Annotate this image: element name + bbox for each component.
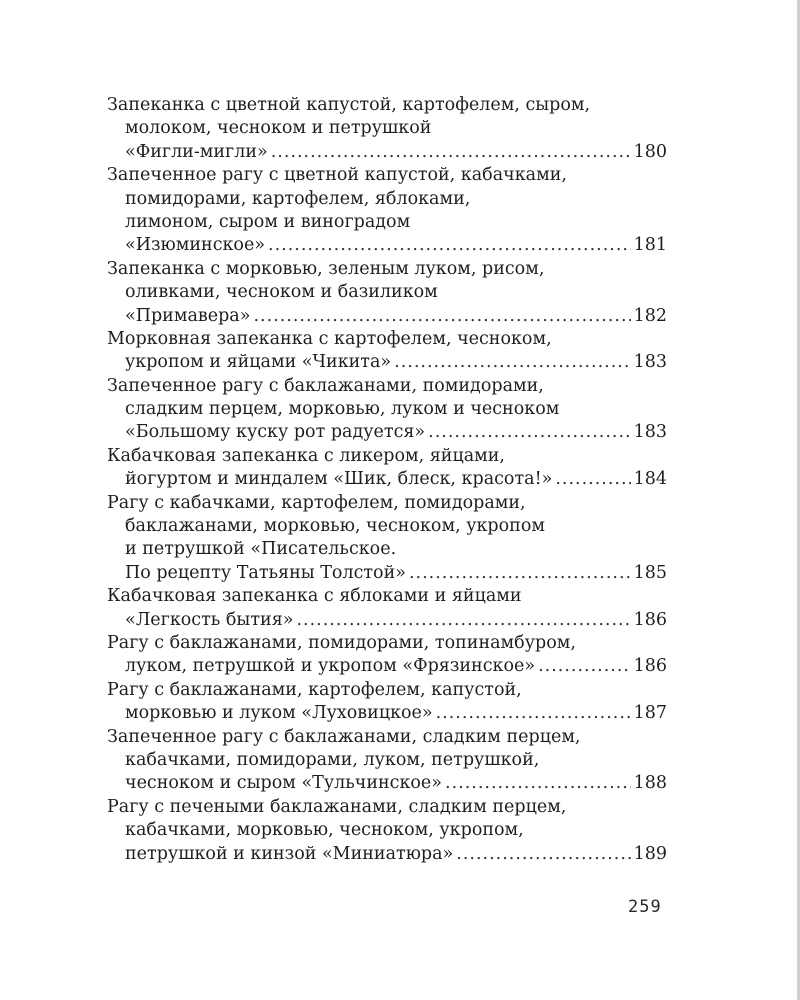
toc-entry-text: чесноком и сыром «Тульчинское» (125, 773, 442, 794)
toc-entry-line: молоком, чесноком и петрушкой (125, 118, 432, 139)
toc-entry-text: По рецепту Татьяны Толстой» (125, 562, 406, 583)
toc-entry-last-line (107, 305, 667, 328)
toc-entry-page: 187 (633, 703, 667, 724)
toc-entry-page: 186 (633, 656, 667, 677)
dot-leader (555, 468, 630, 491)
toc-entry-last-line (107, 609, 667, 632)
toc-entry-line: Рагу с баклажанами, картофелем, капустой, (107, 679, 522, 700)
toc-entry-line: сладким перцем, морковью, луком и чесноком (125, 399, 560, 420)
toc-entry[interactable] (107, 328, 667, 375)
toc-entry-last-line (107, 421, 667, 444)
toc-entry-line: и петрушкой «Писательское. (125, 539, 397, 560)
dot-leader (253, 305, 630, 328)
toc-entry-line: Кабачковая запеканка с ликером, яйцами, (107, 445, 505, 466)
dot-leader (394, 351, 630, 374)
dot-leader (271, 141, 631, 164)
toc-entry-page: 183 (633, 352, 667, 373)
toc-entry-line: кабачками, морковью, чесноком, укропом, (125, 820, 524, 841)
toc-entry-text: йогуртом и миндалем «Шик, блеск, красота!» (125, 469, 553, 490)
toc-entry-line: Запеченное рагу с цветной капустой, кабачками, (107, 165, 567, 186)
dot-leader (436, 702, 631, 725)
toc-entry-page: 180 (633, 141, 667, 162)
toc-entry-page: 186 (633, 609, 667, 630)
toc-entry-last-line (107, 234, 667, 257)
toc-entry-page: 185 (633, 562, 667, 583)
toc-entry-last-line (107, 562, 667, 585)
toc-entry[interactable] (107, 375, 667, 445)
toc-entry-text: морковью и луком «Луховицкое» (125, 703, 433, 724)
toc-entry-page: 188 (633, 773, 667, 794)
toc-entry[interactable] (107, 258, 667, 328)
toc-entry-line: Запеканка с цветной капустой, картофелем, сыром, (107, 95, 591, 115)
toc-entry-last-line (107, 772, 667, 795)
toc-entry-text: «Большому куску рот радуется» (125, 422, 426, 443)
toc-entry-line: Запеканка с морковью, зеленым луком, рисом, (107, 258, 545, 279)
dot-leader (445, 772, 631, 795)
dot-leader (428, 421, 630, 444)
toc-entry[interactable] (107, 632, 667, 679)
toc-entry[interactable] (107, 492, 667, 586)
dot-leader (456, 843, 630, 866)
toc-entry-line: Рагу с баклажанами, помидорами, топинамбуром, (107, 632, 576, 653)
toc-entry-text: «Изюминское» (125, 235, 266, 256)
toc-entry-text: укропом и яйцами «Чикита» (125, 352, 392, 373)
toc-entry-line: помидорами, картофелем, яблоками, (125, 188, 471, 209)
dot-leader (538, 655, 631, 678)
toc-entry-last-line (107, 843, 667, 866)
toc-entry-line: Запеченное рагу с баклажанами, сладким перцем, (107, 726, 581, 747)
toc-entry-line: кабачками, помидорами, луком, петрушкой, (125, 749, 540, 770)
toc-entry-page: 183 (633, 422, 667, 443)
toc-entry[interactable] (107, 679, 667, 726)
toc-entry[interactable] (107, 585, 667, 632)
toc-entry-page: 189 (633, 843, 667, 864)
toc-entry-page: 184 (633, 469, 667, 490)
toc-entry-text: «Фигли-мигли» (125, 141, 268, 162)
toc-entry-line: оливками, чесноком и базиликом (125, 282, 438, 303)
toc-entry-last-line (107, 655, 667, 678)
dot-leader (268, 234, 631, 257)
toc-entry-page: 181 (633, 235, 667, 256)
toc-entry-line: Запеченное рагу с баклажанами, помидорами, (107, 375, 544, 396)
toc-entry-last-line (107, 351, 667, 374)
toc-entry-text: петрушкой и кинзой «Миниатюра» (125, 843, 454, 864)
toc-entry-text: «Примавера» (125, 305, 251, 326)
page-number: 259 (628, 897, 662, 917)
toc-entry-line: Кабачковая запеканка с яблоками и яйцами (107, 586, 522, 607)
toc-entry-page: 182 (633, 305, 667, 326)
toc-entry-text: «Легкость бытия» (125, 609, 294, 630)
toc-entry-last-line (107, 468, 667, 491)
toc-entry-last-line (107, 702, 667, 725)
toc-entry[interactable] (107, 726, 667, 796)
toc-entry-line: баклажанами, морковью, чесноком, укропом (125, 516, 545, 537)
toc-entry[interactable] (107, 796, 667, 866)
dot-leader (296, 609, 630, 632)
toc-entry[interactable] (107, 164, 667, 258)
toc-entry[interactable] (107, 94, 667, 164)
toc-entry[interactable] (107, 445, 667, 492)
table-of-contents (107, 94, 667, 866)
toc-entry-line: Морковная запеканка с картофелем, чесноком, (107, 328, 552, 349)
dot-leader (409, 562, 631, 585)
toc-entry-text: луком, петрушкой и укропом «Фрязинское» (125, 656, 536, 677)
toc-entry-line: лимоном, сыром и виноградом (125, 211, 411, 232)
toc-entry-line: Рагу с кабачками, картофелем, помидорами, (107, 492, 526, 513)
toc-entry-last-line (107, 141, 667, 164)
toc-entry-line: Рагу с печеными баклажанами, сладким перцем, (107, 796, 567, 817)
